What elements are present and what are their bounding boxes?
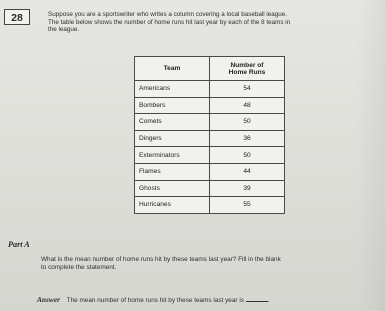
team-name: Ghosts (135, 180, 210, 197)
header-home-runs-line-2: Home Runs (228, 69, 266, 76)
home-runs-value: 44 (210, 163, 285, 180)
table-row (135, 97, 285, 114)
answer-period: . (267, 297, 270, 304)
team-name: Comets (135, 114, 210, 131)
prompt-line-1: Suppose you are a sportswriter who writes a column covering a local baseball league. (48, 11, 288, 18)
table-header-row (135, 57, 285, 81)
answer-line (37, 295, 377, 304)
home-runs-value: 50 (210, 114, 285, 131)
prompt-line-2: The table below shows the number of home runs hit last year by each of the 8 teams in (48, 18, 291, 26)
part-a-label: Part A (8, 240, 30, 249)
team-name: Hurricanes (135, 197, 210, 214)
header-team: Team (135, 57, 210, 81)
home-runs-table (134, 56, 285, 214)
team-name: Dingers (135, 130, 210, 147)
home-runs-value: 36 (210, 130, 285, 147)
answer-statement: The mean number of home runs hit by these teams last year is (66, 297, 244, 304)
question-number-box: 28 (4, 9, 30, 25)
table-row (135, 197, 285, 214)
question-prompt (48, 11, 378, 34)
part-a-line-2: to complete the statement. (41, 264, 117, 271)
prompt-line-3: the league. (48, 26, 80, 34)
answer-label: Answer (37, 295, 61, 304)
home-runs-value: 39 (210, 180, 285, 197)
part-a-line-1: What is the mean number of home runs hit by these teams last year? Fill in the blank (41, 256, 281, 263)
table-row (135, 147, 285, 164)
table-row (135, 114, 285, 131)
home-runs-value: 54 (210, 81, 285, 98)
team-name: Flames (135, 163, 210, 180)
home-runs-value: 50 (210, 147, 285, 164)
header-home-runs (210, 57, 285, 81)
header-home-runs-line-1: Number of (230, 61, 264, 69)
table-row (135, 130, 285, 147)
home-runs-value: 48 (210, 97, 285, 114)
home-runs-value: 55 (210, 197, 285, 214)
table-row (135, 180, 285, 197)
team-name: Exterminators (135, 147, 210, 164)
answer-blank[interactable] (246, 295, 268, 302)
part-a-question (41, 256, 376, 272)
team-name: Americans (135, 81, 210, 98)
table-row (135, 163, 285, 180)
table-row (135, 81, 285, 98)
team-name: Bombers (135, 97, 210, 114)
